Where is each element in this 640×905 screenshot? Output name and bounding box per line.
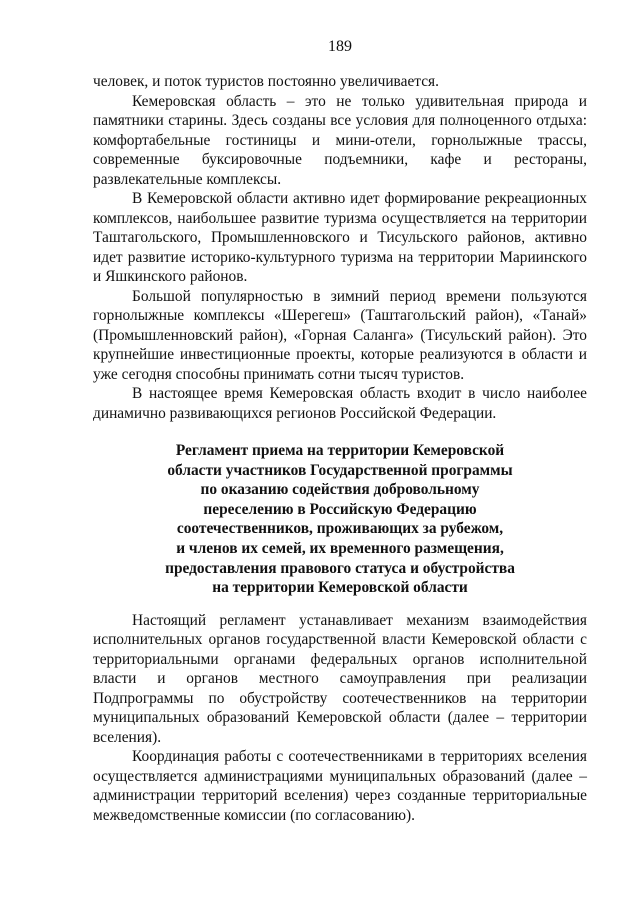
- paragraph-regulation-mechanism: Настоящий регламент устанавливает механизм взаимодействия исполнительных органов государственной власти Кемеровской области с территориальными органами федеральных органов исполнительной власти и органов местного самоуправления при реализации Подпрограммы по обустройству соотечественников на территории муниципальных образований Кемеровской области (далее – территории вселения).: [93, 611, 587, 746]
- paragraph-ski-resorts: Большой популярностью в зимний период времени пользуются горнолыжные комплексы «Шерегеш» (Таштагольский район), «Танай» (Промышленновский район), «Горная Саланга» (Тисульский район). Это крупнейшие инвестиционные проекты, которые реализуются в области и уже сегодня способны принимать сотни тысяч туристов.: [93, 287, 587, 383]
- heading-line: области участников Государственной программы: [167, 461, 513, 479]
- heading-line: и членов их семей, их временного размещения,: [176, 539, 504, 557]
- paragraph-dynamic-region: В настоящее время Кемеровская область входит в число наиболее динамично развивающихся регионов Российской Федерации.: [93, 385, 587, 422]
- body-section-regulation: [93, 611, 587, 826]
- paragraph-continuation: человек, и поток туристов постоянно увеличивается.: [93, 73, 439, 90]
- document-page: [93, 36, 587, 896]
- body-section-tourism: [93, 72, 587, 423]
- heading-line: соотечественников, проживающих за рубежом,: [176, 520, 504, 538]
- heading-line: предоставления правового статуса и обустройства: [165, 559, 515, 577]
- paragraph-nature: Кемеровская область – это не только удивительная природа и памятники старины. Здесь созданы все условия для полноценного отдыха: комфортабельные гостиницы и мини-отели, горнолыжные трассы, современные буксировочные подъемники, кафе и рестораны, развлекательные комплексы.: [93, 92, 587, 188]
- section-heading: [143, 441, 537, 598]
- paragraph-recreation: В Кемеровской области активно идет формирование рекреационных комплексов, наибольшее развитие туризма осуществляется на территории Таштагольского, Промышленновского и Тисульского районов, активно идет развитие историко-культурного туризма на территории Мариинского и Яшкинского районов.: [93, 190, 587, 285]
- page-number: 189: [328, 38, 352, 55]
- heading-line: Регламент приема на территории Кемеровской: [175, 442, 505, 459]
- paragraph-coordination: Координация работы с соотечественниками в территориях вселения осуществляется администрациями муниципальных образований (далее – администрации территорий вселения) через созданные территориальные межведомственные комиссии (по согласованию).: [93, 748, 587, 824]
- heading-line: по оказанию содействия добровольному: [200, 481, 480, 499]
- heading-line: переселению в Российскую Федерацию: [203, 500, 477, 518]
- heading-line: на территории Кемеровской области: [212, 579, 468, 597]
